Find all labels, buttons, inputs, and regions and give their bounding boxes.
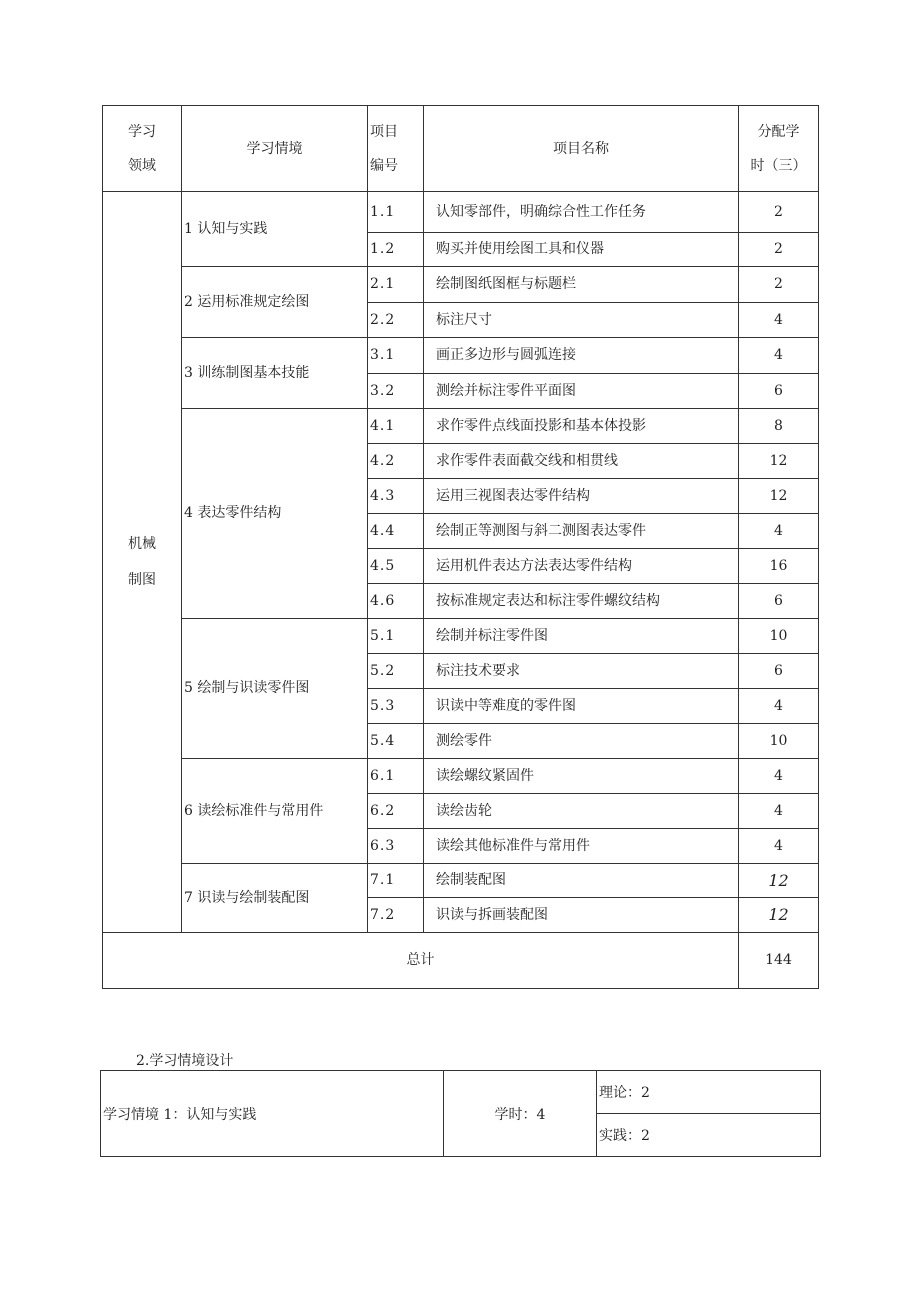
- header-code-line2: 编号: [370, 157, 398, 174]
- curriculum-table-body: [103, 106, 819, 989]
- situation-cell: 3 训练制图基本技能: [182, 338, 368, 409]
- item-hours: 4: [739, 303, 819, 338]
- practice-hours: 实践：2: [597, 1114, 821, 1157]
- item-code: 6.3: [368, 829, 424, 864]
- item-name: 绘制正等测图与斜二测图表达零件: [424, 514, 739, 549]
- header-domain-line2: 领域: [128, 157, 156, 174]
- situation-cell: 4 表达零件结构: [182, 409, 368, 619]
- item-code: 5.3: [368, 689, 424, 724]
- item-code: 2.1: [368, 267, 424, 303]
- item-name: 绘制图纸图框与标题栏: [424, 267, 739, 303]
- header-situation: 学习情境: [182, 106, 368, 192]
- item-name: 绘制并标注零件图: [424, 619, 739, 654]
- item-hours: 4: [739, 689, 819, 724]
- item-name: 认知零部件，明确综合性工作任务: [424, 192, 739, 233]
- header-code: [368, 106, 424, 192]
- item-hours: 12: [739, 864, 819, 898]
- header-code-line1: 项目: [370, 123, 398, 140]
- item-name: 读绘其他标准件与常用件: [424, 829, 739, 864]
- domain-cell: [103, 192, 182, 933]
- item-name: 读绘齿轮: [424, 794, 739, 829]
- item-hours: 2: [739, 267, 819, 303]
- item-hours: 16: [739, 549, 819, 584]
- item-name: 标注技术要求: [424, 654, 739, 689]
- item-hours: 10: [739, 619, 819, 654]
- item-hours: 4: [739, 759, 819, 794]
- item-code: 5.1: [368, 619, 424, 654]
- item-hours: 10: [739, 724, 819, 759]
- item-name: 按标准规定表达和标注零件螺纹结构: [424, 584, 739, 619]
- item-code: 3.1: [368, 338, 424, 374]
- item-hours: 6: [739, 584, 819, 619]
- item-name: 购买并使用绘图工具和仪器: [424, 233, 739, 267]
- item-name: 测绘并标注零件平面图: [424, 374, 739, 409]
- item-code: 6.2: [368, 794, 424, 829]
- item-hours: 2: [739, 233, 819, 267]
- item-code: 7.1: [368, 864, 424, 898]
- situation-design-table: [100, 1070, 821, 1157]
- header-domain: [103, 106, 182, 192]
- situation-hours: 学时：4: [444, 1071, 597, 1157]
- table-row: [103, 192, 819, 233]
- table-row: [103, 864, 819, 898]
- item-code: 2.2: [368, 303, 424, 338]
- theory-hours: 理论：2: [597, 1071, 821, 1114]
- total-value: 144: [739, 933, 819, 989]
- item-name: 运用机件表达方法表达零件结构: [424, 549, 739, 584]
- situation-cell: 6 读绘标准件与常用件: [182, 759, 368, 864]
- item-name: 运用三视图表达零件结构: [424, 479, 739, 514]
- item-code: 5.2: [368, 654, 424, 689]
- situation-cell: 5 绘制与识读零件图: [182, 619, 368, 759]
- header-hours-line2: 时（三）: [750, 157, 807, 174]
- domain-line1: 机械: [128, 536, 156, 552]
- item-hours: 6: [739, 374, 819, 409]
- item-hours: 12: [739, 479, 819, 514]
- item-code: 4.4: [368, 514, 424, 549]
- item-name: 识读与拆画装配图: [424, 898, 739, 933]
- table-row: [103, 409, 819, 444]
- item-name: 求作零件表面截交线和相贯线: [424, 444, 739, 479]
- item-hours: 4: [739, 514, 819, 549]
- item-code: 7.2: [368, 898, 424, 933]
- item-code: 4.1: [368, 409, 424, 444]
- item-code: 4.6: [368, 584, 424, 619]
- item-code: 4.3: [368, 479, 424, 514]
- item-code: 1.1: [368, 192, 424, 233]
- item-name: 绘制装配图: [424, 864, 739, 898]
- item-hours: 4: [739, 829, 819, 864]
- situation-cell: 7 识读与绘制装配图: [182, 864, 368, 933]
- item-name: 标注尺寸: [424, 303, 739, 338]
- header-hours: [739, 106, 819, 192]
- section-title: 2.学习情境设计: [136, 1053, 234, 1069]
- item-code: 1.2: [368, 233, 424, 267]
- table-row: [103, 619, 819, 654]
- item-code: 6.1: [368, 759, 424, 794]
- total-row: [103, 933, 819, 989]
- item-code: 4.5: [368, 549, 424, 584]
- item-hours: 2: [739, 192, 819, 233]
- item-code: 3.2: [368, 374, 424, 409]
- item-hours: 12: [739, 444, 819, 479]
- curriculum-table: [102, 105, 819, 989]
- domain-line2: 制图: [128, 572, 156, 588]
- header-hours-line1: 分配学: [757, 123, 800, 140]
- situation-cell: 1 认知与实践: [182, 192, 368, 267]
- item-hours: 4: [739, 794, 819, 829]
- item-hours: 12: [739, 898, 819, 933]
- total-label: 总计: [103, 933, 739, 989]
- item-name: 读绘螺纹紧固件: [424, 759, 739, 794]
- item-hours: 4: [739, 338, 819, 374]
- item-name: 测绘零件: [424, 724, 739, 759]
- situation-cell: 2 运用标准规定绘图: [182, 267, 368, 338]
- item-hours: 8: [739, 409, 819, 444]
- table-row: [103, 338, 819, 374]
- header-name: 项目名称: [424, 106, 739, 192]
- table-header-row: [103, 106, 819, 192]
- item-name: 识读中等难度的零件图: [424, 689, 739, 724]
- table-row: [103, 267, 819, 303]
- situation-title: 学习情境 1：认知与实践: [101, 1071, 444, 1157]
- item-name: 画正多边形与圆弧连接: [424, 338, 739, 374]
- item-hours: 6: [739, 654, 819, 689]
- item-code: 5.4: [368, 724, 424, 759]
- table-row: [103, 759, 819, 794]
- item-name: 求作零件点线面投影和基本体投影: [424, 409, 739, 444]
- header-domain-line1: 学习: [128, 123, 156, 140]
- item-code: 4.2: [368, 444, 424, 479]
